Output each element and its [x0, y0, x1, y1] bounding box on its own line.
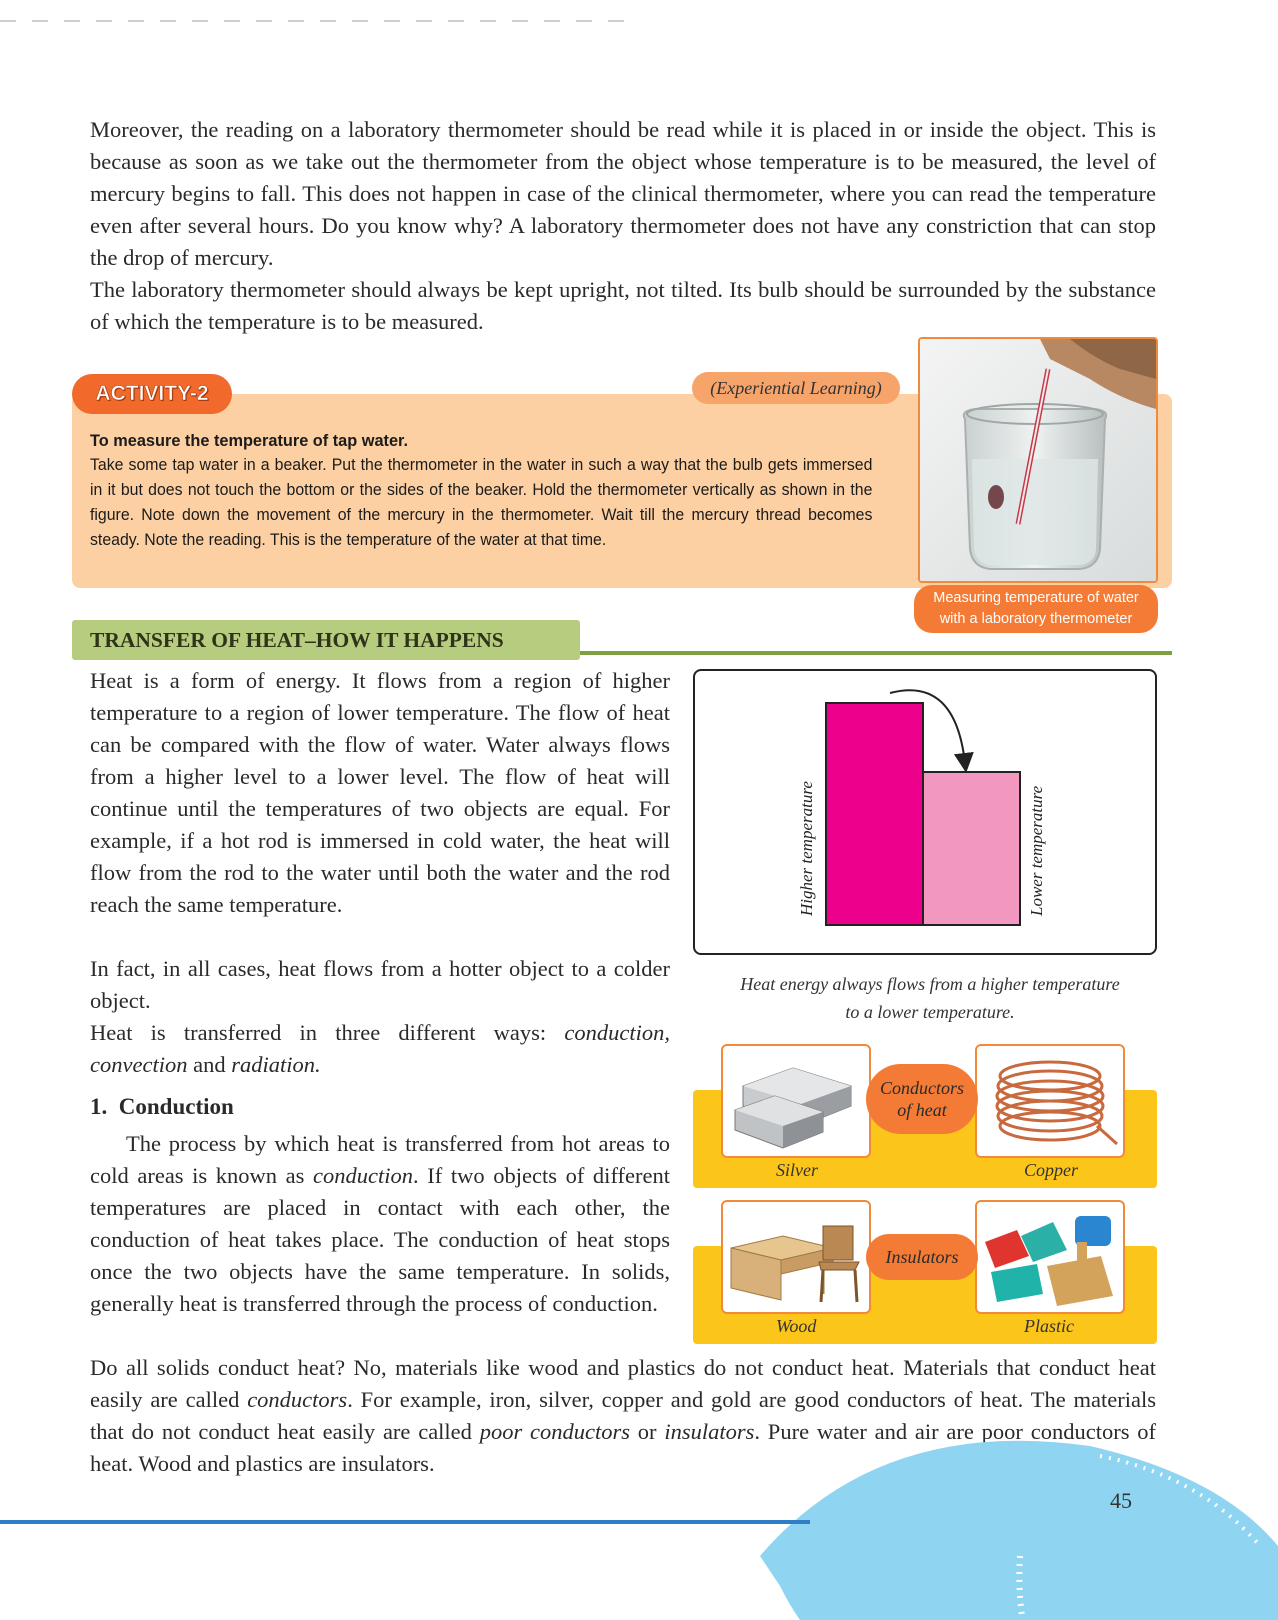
photo-caption	[914, 585, 1158, 633]
beaker-thermometer-photo	[918, 337, 1158, 583]
plastic-label: Plastic	[1024, 1316, 1074, 1336]
conductors-text-c: . Pure water and air are poor conductors of heat. Wood and plastics are insulators.	[90, 1419, 1156, 1476]
term-conduction: conduction,	[564, 1020, 670, 1045]
three-ways-text: Heat is transferred in three different ways:	[90, 1020, 565, 1045]
term-insulators: insulators	[664, 1419, 755, 1444]
term-poor-conductors: poor conductors	[479, 1419, 631, 1444]
term-radiation: radiation.	[231, 1052, 321, 1077]
diagram-caption-line-1: Heat energy always flows from a higher temperature	[740, 974, 1120, 994]
conductors-badge-line-2: of heat	[897, 1100, 947, 1120]
top-dashed-rule	[0, 20, 640, 22]
higher-temperature-bar	[826, 703, 923, 925]
photo-caption-line-1: Measuring temperature of water	[933, 590, 1139, 606]
conductors-badge-line-1: Conductors	[879, 1078, 964, 1098]
three-ways-and: and	[187, 1052, 232, 1077]
page-number: 45	[1110, 1488, 1132, 1513]
wood-image	[721, 1200, 871, 1314]
diagram-caption	[700, 970, 1160, 1026]
silver-image	[721, 1044, 871, 1158]
lower-temperature-bar	[923, 772, 1020, 925]
diagram-caption-line-2: to a lower temperature.	[845, 1002, 1015, 1022]
intro-paragraph-2: The laboratory thermometer should always be kept upright, not tilted. Its bulb should be surrounded by the substance of which the temperature is to be measured.	[90, 277, 1156, 334]
experiential-learning-tag: (Experiential Learning)	[692, 372, 900, 404]
activity-instructions: Take some tap water in a beaker. Put the thermometer in the water in such a way that the bulb gets immersed in it but does not touch the bottom or the sides of the beaker. Hold the thermometer vertically as shown in the figure. Note down the movement of the mercury in the thermometer. Wait till the mercury thread becomes steady. Note the reading. This is the temperature of the water at that time.	[90, 456, 873, 549]
wood-label: Wood	[776, 1316, 817, 1336]
photo-caption-line-2: with a laboratory thermometer	[939, 611, 1133, 627]
conduction-heading	[90, 1094, 234, 1120]
copper-image	[975, 1044, 1125, 1158]
conductors-text-b: . For example, iron, silver, copper and gold are good conductors of heat. The materials that do not conduct heat easily are called	[90, 1387, 1156, 1444]
conduction-heading-text: Conduction	[118, 1094, 234, 1119]
insulators-badge: Insulators	[866, 1234, 978, 1280]
decorative-wave	[760, 1436, 1278, 1620]
bottom-blue-rule	[0, 1520, 810, 1524]
temperature-diagram	[693, 669, 1157, 955]
three-ways-paragraph	[90, 1017, 670, 1081]
activity-aim: To measure the temperature of tap water.	[90, 431, 409, 450]
conductors-text-or: or	[630, 1419, 665, 1444]
term-convection: convection	[90, 1052, 188, 1077]
conduction-paragraph	[90, 1128, 670, 1320]
term-conductors: conductors	[247, 1387, 348, 1412]
section-heading: TRANSFER OF HEAT–HOW IT HAPPENS	[72, 620, 580, 660]
conduction-text-a: The process by which heat is transferred from hot areas to cold areas is known as	[90, 1131, 670, 1188]
hotter-colder-paragraph: In fact, in all cases, heat flows from a hotter object to a colder object.	[90, 956, 670, 1013]
silver-label: Silver	[776, 1160, 818, 1180]
conduction-heading-number: 1.	[90, 1094, 108, 1119]
activity-tag: ACTIVITY-2	[72, 374, 232, 414]
conductors-text-a: Do all solids conduct heat? No, materials like wood and plastics do not conduct heat. Materials that conduct heat easily are called	[90, 1355, 1156, 1412]
heat-flow-paragraph: Heat is a form of energy. It flows from a region of higher temperature to a region of lower temperature. The flow of heat can be compared with the flow of water. Water always flows from a higher level to a lower level. The flow of heat will continue until the temperatures of two objects are equal. For example, if a hot rod is immersed in cold water, the heat will flow from the rod to the water until both the water and the rod reach the same temperature.	[90, 668, 670, 917]
conductors-of-heat-badge	[866, 1064, 978, 1134]
higher-temperature-label: Higher temperature	[797, 781, 816, 916]
lower-temperature-label: Lower temperature	[1027, 785, 1046, 916]
intro-paragraph-1: Moreover, the reading on a laboratory thermometer should be read while it is placed in or inside the object. This is because as soon as we take out the thermometer from the object whose temperature is to be measured, the level of mercury begins to fall. This does not happen in case of the clinical thermometer, where you can read the temperature even after several hours. Do you know why? A laboratory thermometer does not have any constriction that can stop the drop of mercury.	[90, 117, 1156, 270]
copper-label: Copper	[1024, 1160, 1078, 1180]
activity-text	[90, 428, 872, 553]
plastic-image	[975, 1200, 1125, 1314]
conduction-term: conduction	[313, 1163, 414, 1188]
conduction-text-b: . If two objects of different temperatures are placed in contact with each other, the conduction of heat takes place. The conduction of heat stops once the two objects have the same temperature. In solids, generally heat is transferred through the process of conduction.	[90, 1163, 670, 1316]
